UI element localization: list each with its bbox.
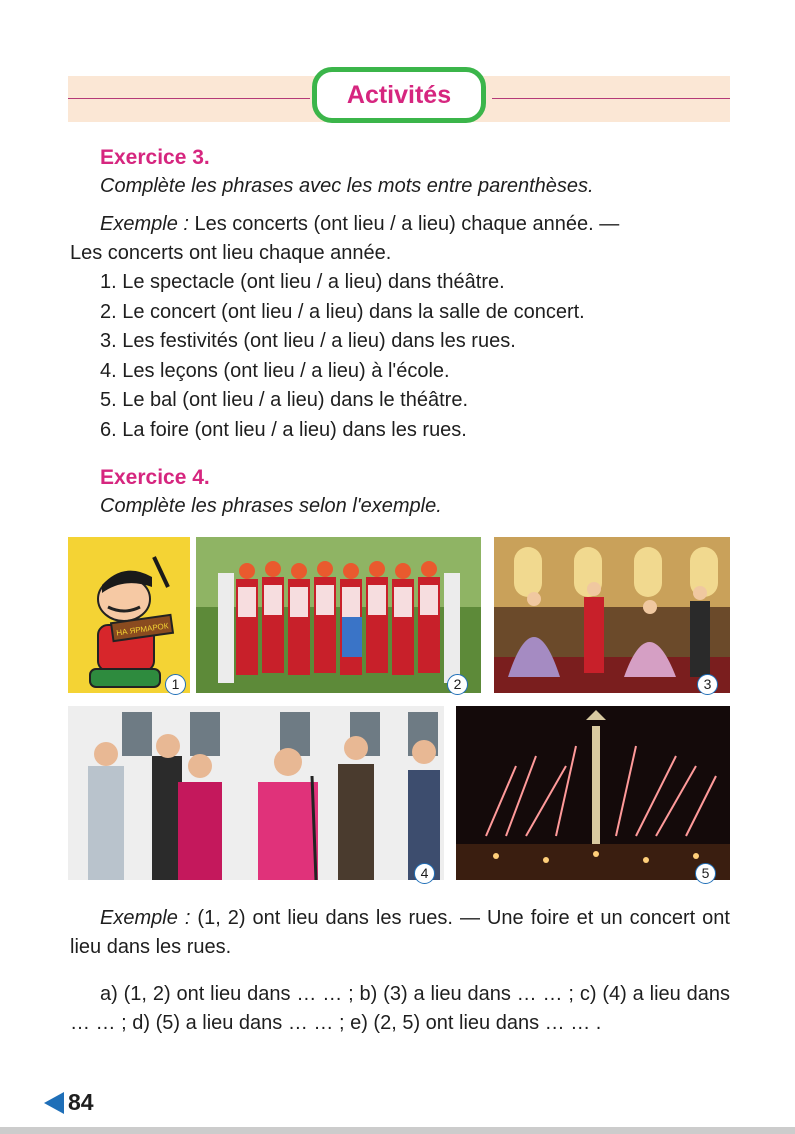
page-number — [44, 1089, 94, 1116]
fireworks-illustration — [456, 706, 730, 880]
banner-rule-left — [68, 98, 310, 99]
page-number-text: 84 — [68, 1089, 94, 1115]
list-item: 2. Le concert (ont lieu / a lieu) dans la salle de concert. — [100, 300, 585, 323]
photo-5-number: 5 — [695, 863, 716, 884]
page-marker-triangle-icon — [44, 1092, 64, 1114]
exercise-4-instruction: Complète les phrases selon l'exemple. — [100, 495, 442, 517]
photo-2-number: 2 — [447, 674, 468, 695]
cartoon-cossack-illustration — [68, 537, 190, 693]
banner-rule-right — [492, 98, 730, 99]
exercise-3-list — [100, 268, 585, 445]
photo-1-cartoon — [68, 537, 190, 693]
exercise-3-instruction: Complète les phrases avec les mots entre parenthèses. — [100, 175, 594, 197]
exercise-3-example-line2: Les concerts ont lieu chaque année. — [70, 242, 392, 264]
list-item: 4. Les leçons (ont lieu / a lieu) à l'école. — [100, 359, 450, 382]
exercise-3-title: Exercice 3. — [100, 146, 210, 169]
example-text: (1, 2) ont lieu dans les rues. — Une foire et un concert ont lieu dans les rues. — [70, 907, 730, 958]
list-item: 5. Le bal (ont lieu / a lieu) dans le théâtre. — [100, 389, 469, 411]
cartoon-sign-text: НА ЯРМАРОК — [115, 621, 169, 638]
exercise-3-example-line1 — [100, 210, 619, 239]
exhibition-illustration — [68, 706, 444, 880]
section-title: Activités — [312, 67, 486, 123]
photo-3-number: 3 — [697, 674, 718, 695]
exercise-4-task: a) (1, 2) ont lieu dans … … ; b) (3) a lieu dans … … ; c) (4) a lieu dans … … ; d) (5) a lieu dans … … ; e) (2, 5) ont lieu dans … … . — [70, 983, 730, 1034]
photo-4-number: 4 — [414, 863, 435, 884]
exercise-4-example — [70, 904, 730, 962]
exercise-4-title: Exercice 4. — [100, 466, 210, 489]
example-label: Exemple : — [100, 213, 189, 235]
photo-3-ball — [494, 537, 730, 693]
list-item: 3. Les festivités (ont lieu / a lieu) dans les rues. — [100, 330, 516, 352]
ballroom-illustration — [494, 537, 730, 693]
example-label: Exemple : — [100, 907, 191, 929]
example-text: Les concerts (ont lieu / a lieu) chaque année. — — [188, 213, 620, 235]
photo-1-number: 1 — [165, 674, 186, 695]
photo-2-folk-ensemble — [196, 537, 481, 693]
photo-4-exhibition — [68, 706, 444, 880]
photo-5-fireworks — [456, 706, 730, 880]
folk-ensemble-illustration — [196, 537, 481, 693]
list-item: 6. La foire (ont lieu / a lieu) dans les rues. — [100, 418, 467, 441]
bottom-edge — [0, 1127, 795, 1134]
activites-banner — [68, 76, 730, 122]
list-item: 1. Le spectacle (ont lieu / a lieu) dans théâtre. — [100, 271, 505, 293]
